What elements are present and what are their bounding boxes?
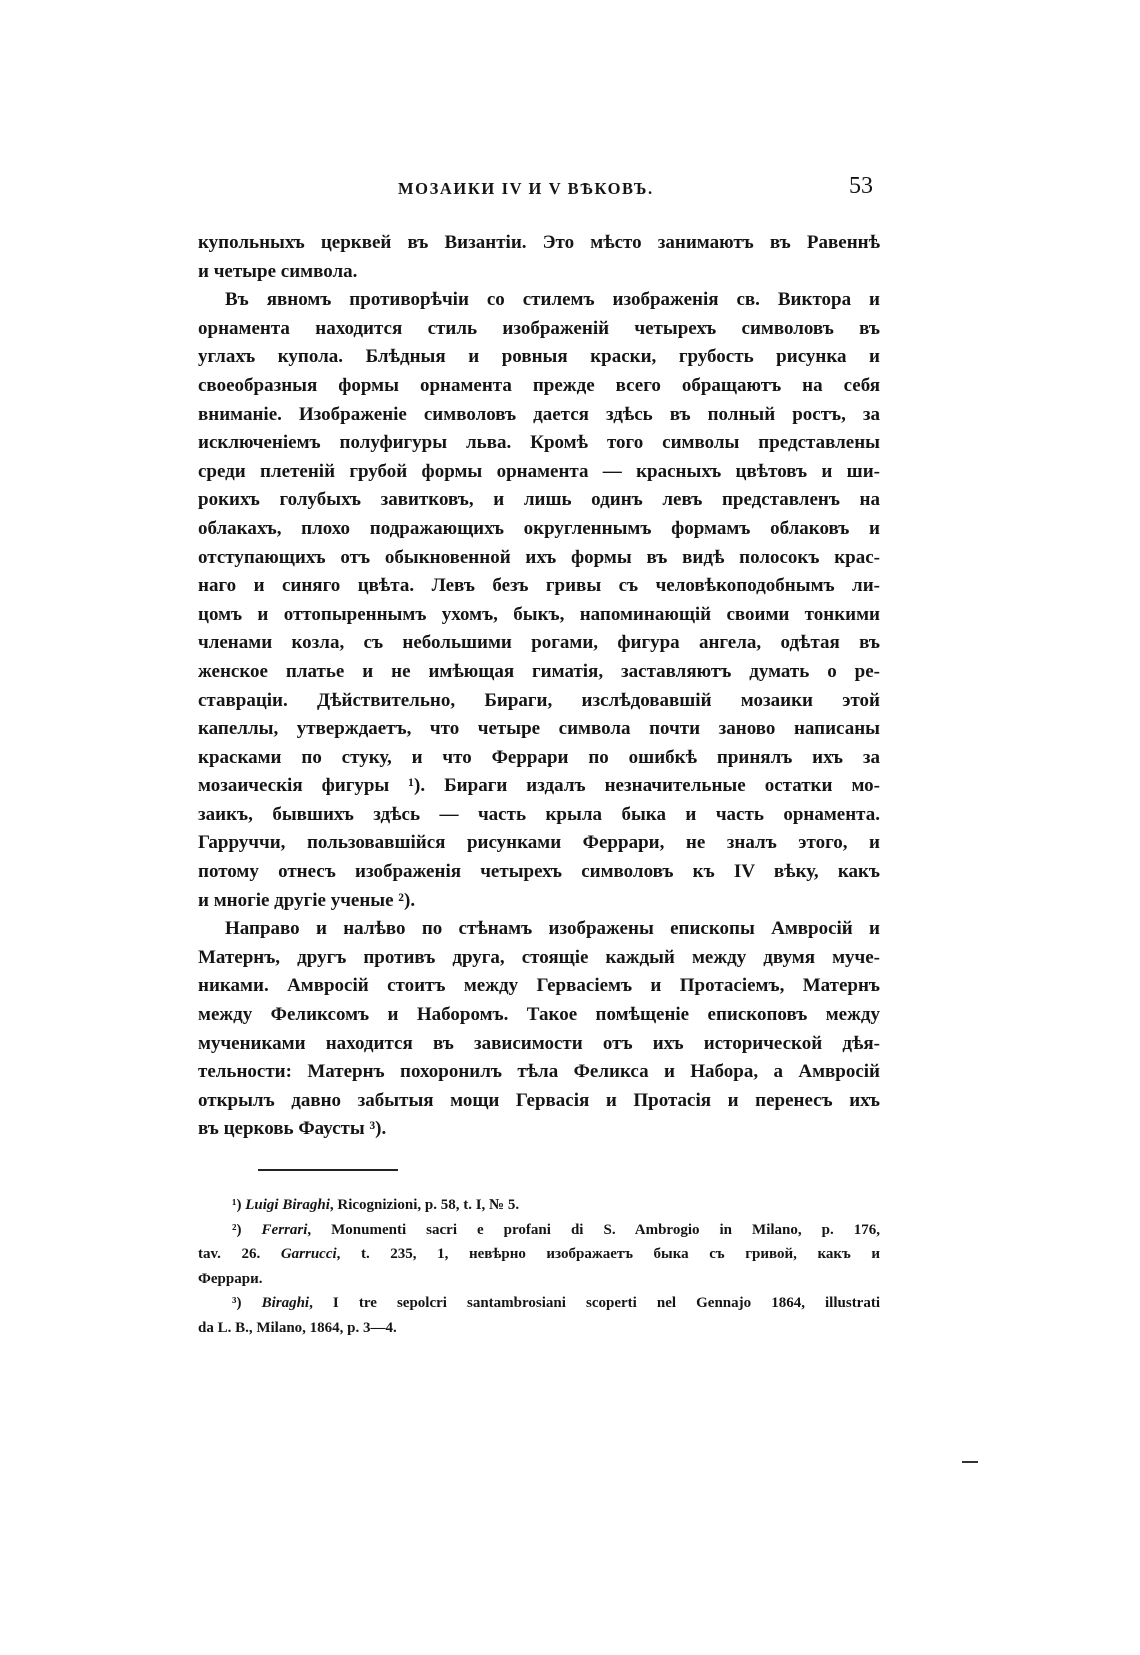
paragraph-3 [198,915,880,1144]
text-line: отступающихъ отъ обыкновенной ихъ формы въ видѣ полосокъ крас- [198,546,880,568]
text-line: мучениками находится въ зависимости отъ ихъ исторической дѣя- [198,1032,880,1054]
footnote-3-line-2: da L. B., Milano, 1864, p. 3—4. [198,1319,397,1336]
footnote-1 [198,1193,880,1218]
body-text [198,229,880,1144]
text-line: потому отнесъ изображенія четырехъ символовъ къ IV вѣку, какъ [198,861,880,883]
footnote-text: , Monumenti sacri e profani di S. Ambrogio in Milano, p. 176, [307,1221,881,1238]
scan-artifact [962,1461,978,1463]
text-line: Въ явномъ противорѣчіи со стилемъ изображенія св. Виктора и [225,289,880,311]
text-line: ставраціи. Дѣйствительно, Бираги, изслѣдовавшій мозаики этой [198,689,880,711]
text-line: никами. Амвросій стоитъ между Гервасіемъ и Протасіемъ, Матернъ [198,975,880,997]
text-line: Направо и налѣво по стѣнамъ изображены епископы Амвросій и [225,918,880,940]
text-line: и четыре символа. [198,260,358,282]
text-line: членами козла, съ небольшими рогами, фигура ангела, одѣтая въ [198,632,880,654]
footnote-author: Biraghi [261,1295,310,1311]
footnote-3 [198,1291,880,1316]
footnote-mark: ³) [232,1295,242,1311]
text-line: облакахъ, плохо подражающихъ округленнымъ формамъ облаковъ и [198,517,880,539]
text-line: Матернъ, другъ противъ друга, стоящіе каждый между двумя муче- [198,946,880,968]
text-line: наго и синяго цвѣта. Левъ безъ гривы съ человѣкоподобнымъ ли- [198,575,880,597]
text-line: среди плетеній грубой формы орнамента — красныхъ цвѣтовъ и ши- [198,460,880,482]
text-line: углахъ купола. Блѣдныя и ровныя краски, грубость рисунка и [198,346,880,368]
text-line: открылъ давно забытыя мощи Гервасія и Протасія и перенесъ ихъ [198,1089,880,1111]
paragraph-2 [198,286,880,915]
text-line: рокихъ голубыхъ завитковъ, и лишь одинъ левъ представленъ на [198,489,880,511]
text-line: и многіе другіе ученые ²). [198,889,416,911]
footnote-author: Garrucci [280,1246,337,1262]
footnote-text: , Ricognizioni, p. 58, t. I, № 5. [329,1197,520,1213]
text-line: своеобразныя формы орнамента прежде всего обращаютъ на себя [198,374,880,396]
footnote-2 [198,1218,880,1243]
text-line: капеллы, утверждаетъ, что четыре символа почти заново написаны [198,718,880,740]
text-line: цомъ и оттопыреннымъ ухомъ, быкъ, напоминающій своими тонкими [198,603,880,625]
footnote-author: Ferrari [261,1221,308,1238]
text-line: тельности: Матернъ похоронилъ тѣла Феликса и Набора, а Амвросій [198,1061,880,1083]
text-line: красками по стуку, и что Феррари по ошибкѣ принялъ ихъ за [198,746,880,768]
footnote-mark: ²) [232,1221,242,1238]
text-line: женское платье и не имѣющая гиматія, заставляютъ думать о ре- [198,660,880,682]
footnote-text: tav. 26. [198,1246,261,1262]
footnote-2-line-2 [198,1242,880,1267]
footnote-text: , I tre sepolcri santambrosiani scoperti nel Gennajo 1864, illustrati [309,1295,881,1311]
footnote-2-line-3: Феррари. [198,1270,263,1287]
text-line: Гарруччи, пользовавшійся рисунками Феррари, не зналъ этого, и [198,832,880,854]
footnote-text: , t. 235, 1, невѣрно изображаетъ быка съ гривой, какъ и [336,1246,881,1262]
footnote-mark: ¹) [232,1197,242,1213]
text-line: въ церковь Фаусты ³). [198,1118,387,1140]
page-number: 53 [849,173,873,199]
footnotes [198,1193,880,1340]
text-line: заикъ, бывшихъ здѣсь — часть крыла быка и часть орнамента. [198,803,880,825]
text-line: мозаическія фигуры ¹). Бираги издалъ незначительные остатки мо- [198,775,880,797]
running-head: МОЗАИКИ IV И V ВѢКОВЪ. [398,179,654,198]
text-line: между Феликсомъ и Наборомъ. Такое помѣщеніе епископовъ между [198,1004,880,1026]
text-line: вниманіе. Изображеніе символовъ дается здѣсь въ полный ростъ, за [198,403,880,425]
paragraph-1 [198,229,880,286]
text-line: орнамента находится стиль изображеній четырехъ символовъ въ [198,317,880,339]
text-line: исключеніемъ полуфигуры льва. Кромѣ того символы представлены [198,432,880,454]
footnote-author: Luigi Biraghi [245,1197,330,1213]
text-line: купольныхъ церквей въ Византіи. Это мѣсто занимаютъ въ Равеннѣ [198,232,880,253]
footnote-rule [258,1169,398,1171]
